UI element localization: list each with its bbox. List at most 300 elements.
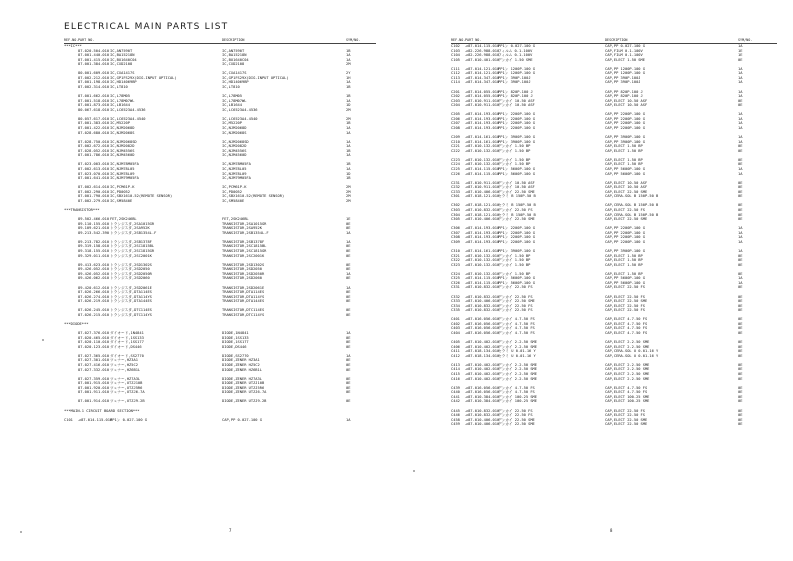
cell-desc: IC,BA15218N <box>222 53 247 58</box>
cell-sym: 1E <box>738 53 743 58</box>
cell-desc: CAP,CERA-SOL U 0.01-16 Y <box>605 349 659 354</box>
cell-spec: PP1ン 390P-100J <box>498 75 531 80</box>
cell-spec: IC,NJM78L05 <box>110 167 135 171</box>
cell-ref: C401 <box>451 317 460 322</box>
cell-spec: デンカイ 22-50 SME <box>498 189 535 194</box>
cell-sym: 1A <box>346 153 351 158</box>
cell-ref: C323 <box>451 262 460 267</box>
cell-part: ⊿87-014-193-010 <box>465 121 500 126</box>
cell-part: ⊿87-010-406-010 <box>465 217 500 222</box>
cell-sym: 0E <box>738 103 743 108</box>
cell-desc: CAP,PP 2200P-100 G <box>605 116 645 121</box>
cell-part: ⊿87-010-402-010 <box>465 372 500 377</box>
cell-sym: 0E <box>738 362 743 367</box>
cell-part: ⊿87-014-161-010 <box>465 135 500 140</box>
cell-part: 87-001-422-010 <box>78 125 110 130</box>
cell-desc: IC,NJM2068S <box>222 130 247 135</box>
right-header-ref: REF.NO. <box>451 38 466 42</box>
cell-desc: TRANSISTOR,2SB1354L-F <box>222 230 269 235</box>
cell-sym: 0E <box>346 381 351 386</box>
cell-desc: TRANSISTOR,2SD2050R <box>222 271 265 276</box>
cell-spec: PP1ン 2200P-100 G <box>498 239 535 244</box>
cell-sym: 0E <box>738 217 743 222</box>
cell-sym: 2M <box>346 62 351 67</box>
cell-desc: CAP,PP 820P-100 J <box>605 89 643 94</box>
cell-desc: IC,NJM2082D <box>222 144 247 149</box>
cell-ref: C402 <box>451 321 460 326</box>
cell-sym: 1A <box>738 121 743 126</box>
cell-sym: 1A <box>738 239 743 244</box>
cell-desc: CAP,PP 390P-100J <box>605 80 641 85</box>
cell-sym: 0E <box>346 385 351 390</box>
cell-desc: CAP,CERA-SOL B 150P-50 B <box>605 194 659 199</box>
cell-desc: IC,AN7590T <box>222 48 245 53</box>
cell-sym: 0E <box>738 98 743 103</box>
cell-desc: IC,M5220P <box>222 121 242 126</box>
cell-part: 89-413-623-010 <box>78 262 110 267</box>
cell-part: ⊿87-014-161-010 <box>465 249 500 254</box>
cell-desc: CAP,PP 1200P-100 G <box>605 66 645 71</box>
cell-desc: CAP,ELECT 1-50 BP <box>605 157 643 162</box>
parts-row <box>451 331 777 336</box>
cell-sym: 1A <box>346 53 351 58</box>
cell-part: ⊿87-010-132-010 <box>465 253 500 258</box>
cell-spec: デンカイ 2.2-50 SME <box>498 344 537 349</box>
cell-desc: IC,SM5840E <box>222 198 245 203</box>
cell-part: ⊿87-010-132-010 <box>465 157 500 162</box>
cell-spec: デンカイ 1-50 BP <box>498 262 531 267</box>
cell-desc: DIODE,ZENER HZ7A3L <box>222 376 262 381</box>
cell-sym: 0E <box>738 294 743 299</box>
cell-desc: CAP,ELECT 100-25 SME <box>605 394 650 399</box>
cell-sym: 0E <box>738 422 743 427</box>
cell-sym: 0E <box>346 267 351 272</box>
parts-row <box>64 231 376 236</box>
cell-ref: C206 <box>451 116 460 121</box>
cell-part: 87-001-911-010 <box>78 390 110 395</box>
cell-ref: C322 <box>451 258 460 263</box>
parts-row <box>451 240 777 245</box>
cell-sym: 1A <box>738 71 743 76</box>
cell-spec: デンカイ 2.2-50 SME <box>498 340 537 345</box>
cell-sym: 0E <box>738 308 743 313</box>
cell-part: ⊿87-014-193-010 <box>465 230 500 235</box>
cell-part: 87-027-365-010 <box>78 353 110 358</box>
cell-part: ⊿87-014-347-010 <box>465 75 500 80</box>
cell-part: ⊿87-010-832-010 <box>465 308 500 313</box>
cell-spec: IC,SBX1610-52(REMOTE SENSOR) <box>110 194 173 199</box>
scan-speck <box>42 339 44 341</box>
cell-spec: PP1ン 3900P-100 G <box>498 135 535 140</box>
cell-part: 87-020-123-010 <box>78 344 110 349</box>
cell-sym: 1E <box>346 217 351 222</box>
cell-ref: C332 <box>451 294 460 299</box>
left-header-part: PART NO. <box>78 38 95 42</box>
parts-row <box>64 153 376 158</box>
cell-spec: デンカイ 1-50 BP <box>498 148 531 153</box>
cell-desc: CAP,PP 3900P-100 G <box>605 139 645 144</box>
cell-part: 87-001-914-010 <box>78 399 110 404</box>
cell-desc: IC,NJM4560D <box>222 153 247 158</box>
cell-spec: デンカイ 22-50 SME <box>498 217 535 222</box>
cell-spec: フィルム 0.1-100V <box>498 53 533 58</box>
cell-sym: 0E <box>738 349 743 354</box>
cell-desc: IC,PCM61P-K <box>222 185 247 190</box>
cell-spec: ツェナー,UTZJ9.2B <box>110 399 145 404</box>
cell-part: 87-028-680-010 <box>78 130 110 135</box>
cell-desc: CAP,ELECT 4.7-50 FS <box>605 317 648 322</box>
cell-sym: 1A <box>738 89 743 94</box>
cell-sym: 0E <box>738 317 743 322</box>
parts-row <box>64 62 376 67</box>
cell-sym: 0E <box>738 321 743 326</box>
cell-sym: 1A <box>346 230 351 235</box>
cell-sym: 0E <box>738 367 743 372</box>
cell-part: ⊿87-014-193-010 <box>465 125 500 130</box>
cell-part: ⊿82-226-988-010 <box>465 53 500 58</box>
cell-sym: 1A <box>738 226 743 231</box>
cell-desc: CAP,ELECT 4.7-50 FS <box>605 331 648 336</box>
cell-spec: IC,AN7590T <box>110 48 133 53</box>
cell-spec: IC,GP1FS29X(DIG.INPUT OPTICAL) <box>110 75 177 80</box>
cell-spec: デンカイ 2.2-50 SME <box>498 367 537 372</box>
cell-ref: C442 <box>451 399 460 404</box>
cell-desc: DIODE,ZENER UTZJ6.7A <box>222 390 267 395</box>
cell-sym: 0E <box>738 180 743 185</box>
cell-spec: PP1ン 2200P-100 G <box>498 235 535 240</box>
cell-part: 89-426-052-010 <box>78 271 110 276</box>
cell-sym: 2M <box>346 194 351 199</box>
cell-spec: PP1ン 820P-100 J <box>498 94 533 99</box>
cell-desc: CAP,CERA-SOL B 150P-50 B <box>605 203 659 208</box>
cell-desc: TRANSISTOR,2SD2061E <box>222 285 265 290</box>
cell-part: ⊿87-014-161-010 <box>465 139 500 144</box>
cell-spec: FET,2SK246BL <box>110 217 137 222</box>
parts-row <box>64 418 376 423</box>
cell-sym: 1A <box>346 125 351 130</box>
cell-spec: デンカイ 10-50 ASF <box>498 180 535 185</box>
cell-sym: 1A <box>738 235 743 240</box>
parts-row <box>451 194 777 199</box>
cell-part: ⊿87-010-911-010 <box>465 180 500 185</box>
cell-spec: IC,L78M07WL <box>110 98 135 103</box>
cell-sym: 2Y <box>346 71 351 76</box>
cell-sym: 0E <box>346 390 351 395</box>
cell-spec: IC,BA15218N <box>110 53 135 58</box>
cell-sym: 0E <box>738 194 743 199</box>
cell-ref: C310 <box>451 249 460 254</box>
cell-desc: CAP,PP 5600P-100 G <box>605 276 645 281</box>
cell-sym: 0E <box>346 262 351 267</box>
cell-part: 87-001-641-010 <box>78 176 110 181</box>
cell-sym: 0E <box>738 212 743 217</box>
cell-spec: IC,HD14069BP <box>110 80 137 85</box>
cell-part: ⊿87-010-911-010 <box>465 103 500 108</box>
cell-part: ⊿87-010-132-010 <box>465 144 500 149</box>
cell-desc: IC,SBX1610-52(REMOTE SENSOR) <box>222 194 285 199</box>
cell-sym: 0E <box>738 385 743 390</box>
cell-ref: C103 <box>451 48 460 53</box>
cell-ref: C405 <box>451 340 460 345</box>
cell-desc: TRANSISTOR,2SA1015GR <box>222 221 267 226</box>
cell-desc: CAP,ELECT 4.7-50 FS <box>605 326 648 331</box>
cell-spec: IC,BU1640C04 <box>110 57 137 62</box>
cell-ref: C223 <box>451 157 460 162</box>
cell-part: 87-002-613-010 <box>78 167 110 171</box>
cell-part: ⊿87-014-115-010 <box>465 280 500 285</box>
cell-spec: PP1ン 3900P-100 G <box>498 139 535 144</box>
cell-ref: C403 <box>451 326 460 331</box>
cell-desc: CAP,FILM 0.1-100V <box>605 48 643 53</box>
cell-desc: CAP,ELECT 10-50 ASF <box>605 98 648 103</box>
cell-spec: トランジスタ,2SC2001K <box>110 253 152 258</box>
cell-sym: 2M <box>346 189 351 194</box>
cell-desc: IC,LC6523A4-4536 <box>222 107 258 112</box>
cell-desc: CAP,ELECT 4.7-50 FS <box>605 385 648 390</box>
cell-part: 87-027-376-010 <box>78 331 110 336</box>
cell-desc: CAP,PP 2200P-100 G <box>605 125 645 130</box>
cell-sym: 0E <box>738 285 743 290</box>
cell-desc: TRANSISTOR,2SA952K <box>222 226 262 231</box>
cell-spec: PP1ン 0.027-100 G <box>498 44 535 48</box>
cell-sym: 0E <box>738 185 743 190</box>
cell-desc: CAP,ELECT 22-50 SME <box>605 189 648 194</box>
cell-desc: TRANSISTOR,2SC2001K <box>222 253 265 258</box>
cell-spec: IC,M5220P <box>110 121 130 126</box>
cell-part: ⊿87-010-384-010 <box>465 394 500 399</box>
cell-sym: 1A <box>346 239 351 244</box>
parts-row <box>451 103 777 108</box>
parts-row <box>451 217 777 222</box>
cell-sym: 1A <box>738 75 743 80</box>
cell-sym: 1A <box>738 116 743 121</box>
cell-desc: CAP,PP 2200P-100 G <box>605 112 645 117</box>
cell-desc: TRANSISTOR,DTA144ES <box>222 299 265 304</box>
cell-spec: デンカイ 22-50 FS <box>498 285 533 290</box>
parts-row <box>451 308 777 313</box>
cell-desc: IC,NJM79M05FA <box>222 176 251 181</box>
cell-sym: 0E <box>738 303 743 308</box>
cell-desc: CAP,CERA-SOL U 0.01-16 Y <box>605 353 659 358</box>
cell-spec: IC,LB1644 <box>110 103 130 108</box>
cell-part: ⊿87-018-121-010 <box>465 194 500 199</box>
cell-part: 87-026-274-010 <box>78 294 110 299</box>
cell-desc: CAP,ELECT 22-50 FS <box>605 285 645 290</box>
cell-ref: C302 <box>451 203 460 208</box>
cell-part: 87-001-198-010 <box>78 80 110 85</box>
parts-row <box>64 199 376 204</box>
cell-desc: DIODE,ZENER HZ5C2 <box>222 362 260 367</box>
cell-ref: C222 <box>451 148 460 153</box>
cell-part: 87-001-383-010 <box>78 121 110 126</box>
cell-sym: 1D <box>346 171 351 176</box>
cell-part: ⊿87-010-132-010 <box>465 258 500 263</box>
cell-spec: トランジスタ,2SA1015GR <box>110 221 155 226</box>
cell-desc: CAP,PP 2200P-100 G <box>605 235 645 240</box>
cell-part: 89-318-155-010 <box>78 249 110 254</box>
cell-spec: PP1ン 1200P-100 G <box>498 66 535 71</box>
cell-spec: ダイオード,1SS133 <box>110 335 144 340</box>
cell-spec: デンカイ 10-50 ASF <box>498 103 535 108</box>
cell-ref: C225 <box>451 167 460 171</box>
cell-sym: 1A <box>738 167 743 171</box>
cell-ref: C111 <box>451 66 460 71</box>
cell-desc: CAP,ELECT 22-50 SME <box>605 299 648 304</box>
cell-spec: IC,LT810 <box>110 84 128 89</box>
cell-ref: C105 <box>451 57 460 62</box>
cell-spec: ダイオード,SS2770 <box>110 353 144 358</box>
cell-part: ⊿87-010-832-010 <box>465 408 500 413</box>
cell-desc: TRANSISTOR,2SD2060 <box>222 276 262 281</box>
cell-ref: C203 <box>451 98 460 103</box>
cell-ref: C446 <box>451 413 460 418</box>
right-page-number: 8 <box>610 528 613 533</box>
cell-spec: デンカイ 22-50 SME <box>498 417 535 422</box>
cell-desc: CAP,ELECT 22-50 SME <box>605 217 648 222</box>
cell-part: ⊿87-018-121-010 <box>465 212 500 217</box>
cell-sym: 1B <box>346 162 351 167</box>
page-title: ELECTRICAL MAIN PARTS LIST <box>64 22 229 32</box>
cell-sym: 0E <box>346 294 351 299</box>
cell-part: ⊿87-010-406-010 <box>465 189 500 194</box>
left-header-ref: REF.NO. <box>64 38 79 42</box>
cell-spec: トランジスタ,DTC114ES <box>110 308 152 313</box>
cell-desc: DIODE,ZENER UTZJ5R6 <box>222 385 265 390</box>
cell-desc: CAP,ELECT 1-50 BP <box>605 162 643 167</box>
cell-sym: 2M <box>346 185 351 190</box>
cell-spec: デンカイ 1-50 SME <box>498 57 533 62</box>
cell-spec: PP1ン 5600P-100 G <box>498 280 535 285</box>
cell-part: 87-002-614-010 <box>78 185 110 190</box>
cell-ref: C303 <box>451 208 460 213</box>
cell-spec: セラミ U 0.01-16 Y <box>498 349 536 354</box>
left-header-desc: DESCRIPTION <box>222 38 245 42</box>
cell-desc: DIODE,DS446 <box>222 344 247 349</box>
cell-part: ⊿87-010-401-010 <box>465 57 500 62</box>
cell-part: 89-213-782-010 <box>78 239 110 244</box>
cell-ref: C207 <box>451 121 460 126</box>
cell-spec: トランジスタ,2SB1378F <box>110 239 152 244</box>
cell-desc: IC,BU1640C04 <box>222 57 249 62</box>
cell-desc: CAP,ELECT 1-50 BP <box>605 262 643 267</box>
parts-row <box>64 299 376 304</box>
cell-ref: C301 <box>451 194 460 199</box>
cell-desc: FET,2SK246BL <box>222 217 249 222</box>
cell-sym: 0E <box>738 394 743 399</box>
section-heading: ***TRANSISTOR*** <box>64 208 100 213</box>
cell-spec: ダイオード,1N4841 <box>110 331 144 336</box>
cell-spec: デンカイ 4.7-50 FS <box>498 385 535 390</box>
cell-sym: 0E <box>346 221 351 226</box>
cell-part: ⊿87-014-193-010 <box>465 239 500 244</box>
cell-part: 87-028-052-010 <box>78 148 110 153</box>
parts-row <box>64 176 376 181</box>
cell-part: 87-002-672-010 <box>78 144 110 149</box>
cell-part: ⊿87-010-132-010 <box>465 162 500 167</box>
cell-ref: C306 <box>451 226 460 231</box>
cell-desc: CAP,ELECT 22-50 FS <box>605 308 645 313</box>
cell-desc: CAP,CERA-SOL B 150P-50 B <box>605 212 659 217</box>
cell-ref: C439 <box>451 385 460 390</box>
cell-desc: CAP,ELECT 100-25 SME <box>605 399 650 404</box>
cell-spec: デンカイ 100-25 SME <box>498 399 537 404</box>
cell-desc: CAP,ELECT 22-50 FS <box>605 408 645 413</box>
cell-desc: TRANSISTOR,DTC114YS <box>222 312 265 317</box>
cell-desc: CAP,ELECT 10-50 ASF <box>605 185 648 190</box>
cell-sym: 0E <box>346 358 351 363</box>
cell-ref: C224 <box>451 162 460 167</box>
cell-spec: トランジスタ,DTC114YS <box>110 312 152 317</box>
cell-desc: CAP,ELECT 2.2-50 SME <box>605 376 650 381</box>
cell-ref: C112 <box>451 71 460 76</box>
cell-part: 87-001-384-010 <box>78 62 110 67</box>
cell-part: ⊿87-010-402-010 <box>465 340 500 345</box>
cell-sym: 0E <box>346 376 351 381</box>
cell-spec: IC,NJM2068S <box>110 130 135 135</box>
cell-ref: C415 <box>451 372 460 377</box>
cell-desc: CAP,PP 0.027-100 G <box>222 417 262 422</box>
cell-desc: DIODE,ZENER HZ3A1 <box>222 358 260 363</box>
cell-spec: デンカイ 1-50 BP <box>498 157 531 162</box>
cell-spec: セラミ B 150P-50 B <box>498 194 536 199</box>
cell-part: 87-027-301-010 <box>78 358 110 363</box>
cell-part: ⊿87-010-406-010 <box>465 299 500 304</box>
cell-part: ⊿87-010-402-010 <box>465 344 500 349</box>
cell-ref: C459 <box>451 422 460 427</box>
cell-spec: IC,PD0052 <box>110 189 130 194</box>
cell-spec: PP1ン 2200P-100 G <box>498 112 535 117</box>
cell-desc: CAP,FILM 0.1-100V <box>605 53 643 58</box>
cell-desc: CAP,ELECT 1-50 SME <box>605 57 645 62</box>
cell-desc: IC,NJM78L09 <box>222 171 247 176</box>
cell-part: ⊿87-010-832-010 <box>465 303 500 308</box>
cell-part: 89-426-062-010 <box>78 276 110 281</box>
cell-ref: C233 <box>451 189 460 194</box>
cell-part: ⊿87-018-134-010 <box>465 353 500 358</box>
cell-desc: CAP,ELECT 4.7-50 FS <box>605 321 648 326</box>
cell-part: 87-023-003-010 <box>78 162 110 167</box>
cell-desc: TRANSISTOR,2SC1815GR <box>222 249 267 254</box>
cell-spec: デンカイ 1-50 BP <box>498 162 531 167</box>
cell-ref: C416 <box>451 376 460 381</box>
cell-spec: トランジスタ,2SD2050 <box>110 267 150 272</box>
cell-ref: C221 <box>451 144 460 149</box>
cell-sym: 0E <box>738 157 743 162</box>
cell-desc: IC,L78M05 <box>222 94 242 99</box>
cell-spec: IC,NJM4560D <box>110 153 135 158</box>
cell-spec: トランジスタ,2SC1815BL <box>110 244 155 249</box>
cell-sym: 2M <box>346 116 351 121</box>
cell-part: ⊿87-010-832-010 <box>465 208 500 213</box>
cell-sym: 0E <box>346 276 351 281</box>
cell-spec: フィルム 0.1-100V <box>498 48 533 53</box>
section-heading: ***DIODE*** <box>64 321 89 326</box>
cell-part: 87-026-245-010 <box>78 308 110 313</box>
section-heading: ***IC*** <box>64 44 82 48</box>
cell-sym: 0E <box>738 344 743 349</box>
cell-spec: デンカイ 10-50 ASF <box>498 98 535 103</box>
cell-part: ⊿87-016-056-010 <box>465 321 500 326</box>
cell-ref: C104 <box>451 53 460 58</box>
cell-part: ⊿87-014-115-010 <box>465 171 500 176</box>
parts-row <box>64 254 376 259</box>
cell-sym: 1B <box>346 48 351 53</box>
cell-sym: 2M <box>346 198 351 203</box>
cell-spec: デンカイ 4.7-50 FS <box>498 390 535 395</box>
cell-spec: トランジスタ,DTA114YS <box>110 294 152 299</box>
cell-part: 87-002-212-010 <box>78 75 110 80</box>
cell-desc: CAP,ELECT 1-50 BP <box>605 258 643 263</box>
